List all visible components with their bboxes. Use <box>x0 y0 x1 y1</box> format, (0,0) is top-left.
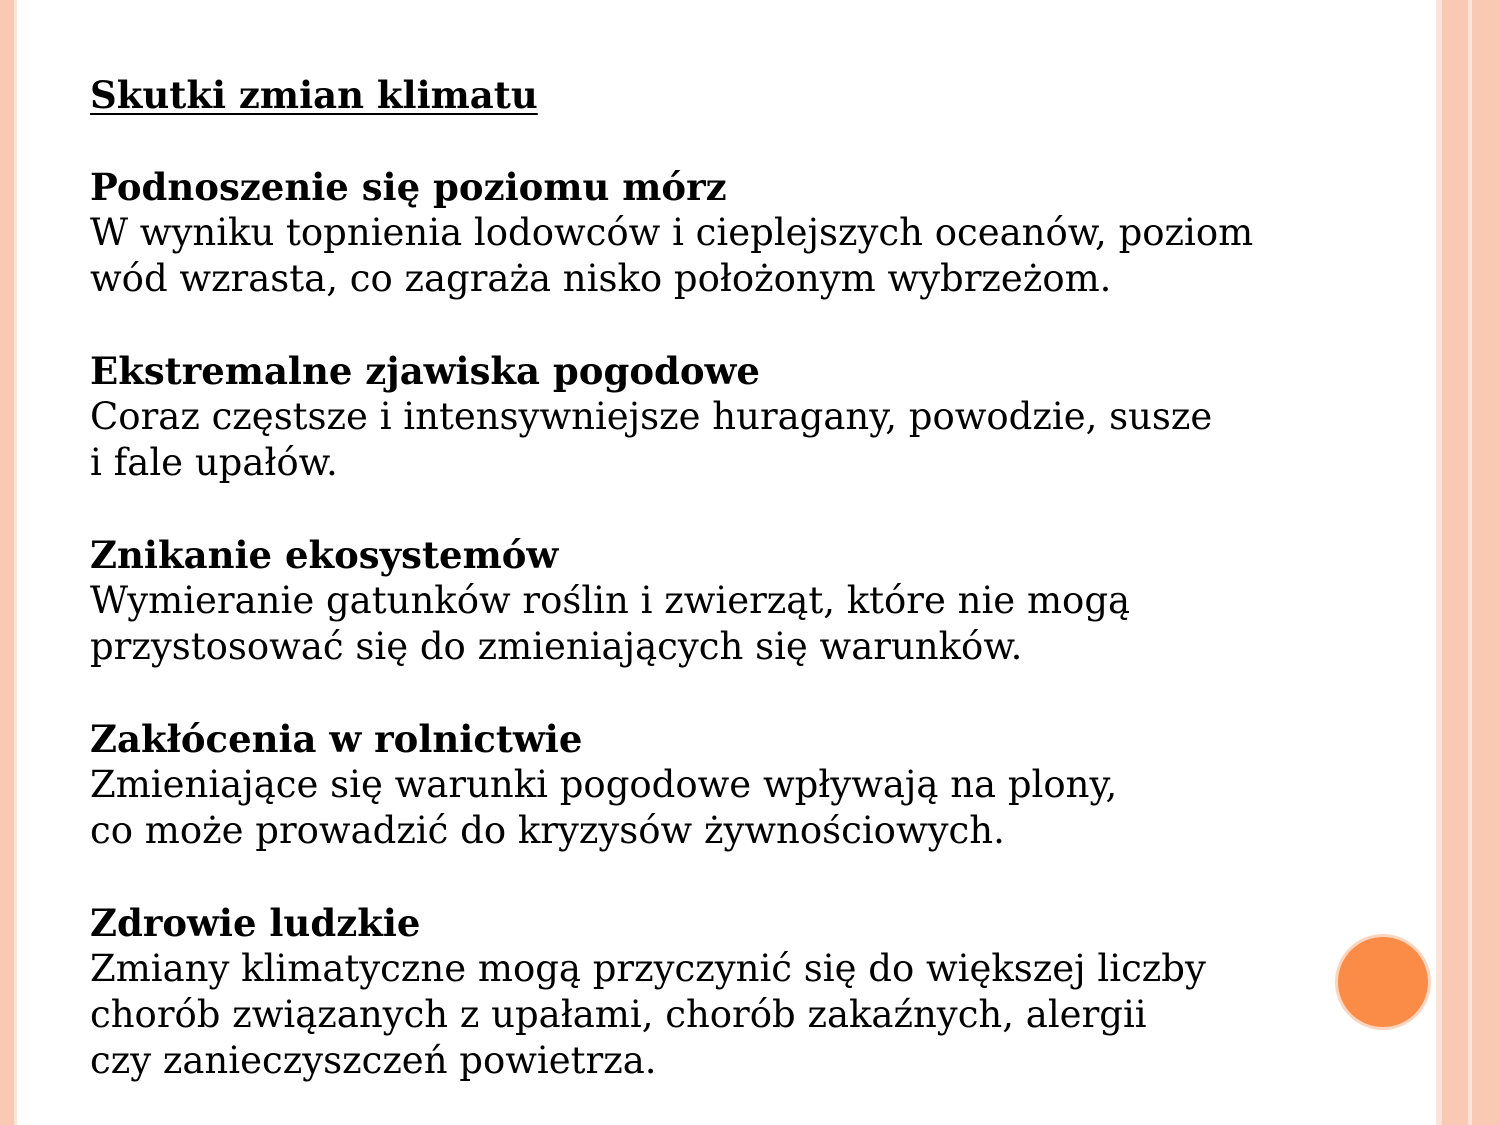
section-text-line: przystosować się do zmieniających się warunków. <box>90 625 1023 668</box>
section-heading: Podnoszenie się poziomu mórz <box>90 165 727 209</box>
section-text-line: wód wzrasta, co zagraża nisko położonym wybrzeżom. <box>90 257 1112 300</box>
section-heading: Znikanie ekosystemów <box>90 533 559 577</box>
section-heading: Zakłócenia w rolnictwie <box>90 717 583 761</box>
slide-title: Skutki zmian klimatu <box>90 73 538 117</box>
section-text-line: chorób związanych z upałami, chorób zakaźnych, alergii <box>90 993 1147 1036</box>
section-text-line: i fale upałów. <box>90 441 338 484</box>
section-text-line: Zmieniające się warunki pogodowe wpływają na plony, <box>90 763 1118 806</box>
section-text-line: co może prowadzić do kryzysów żywnościowych. <box>90 809 1005 852</box>
section-agriculture <box>90 716 1390 854</box>
section-text-line: W wyniku topnienia lodowców i cieplejszych oceanów, poziom <box>90 211 1254 254</box>
section-heading: Ekstremalne zjawiska pogodowe <box>90 349 760 393</box>
section-text-line: czy zanieczyszczeń powietrza. <box>90 1039 657 1082</box>
section-human-health <box>90 900 1390 1084</box>
section-extreme-weather <box>90 348 1390 486</box>
section-sea-level <box>90 164 1390 302</box>
section-heading: Zdrowie ludzkie <box>90 901 421 945</box>
section-text-line: Zmiany klimatyczne mogą przyczynić się do większej liczby <box>90 947 1206 990</box>
section-text-line: Wymieranie gatunków roślin i zwierząt, które nie mogą <box>90 579 1131 622</box>
section-text-line: Coraz częstsze i intensywniejsze huragany, powodzie, susze <box>90 395 1213 438</box>
slide-content <box>90 72 1390 1084</box>
section-ecosystems <box>90 532 1390 670</box>
